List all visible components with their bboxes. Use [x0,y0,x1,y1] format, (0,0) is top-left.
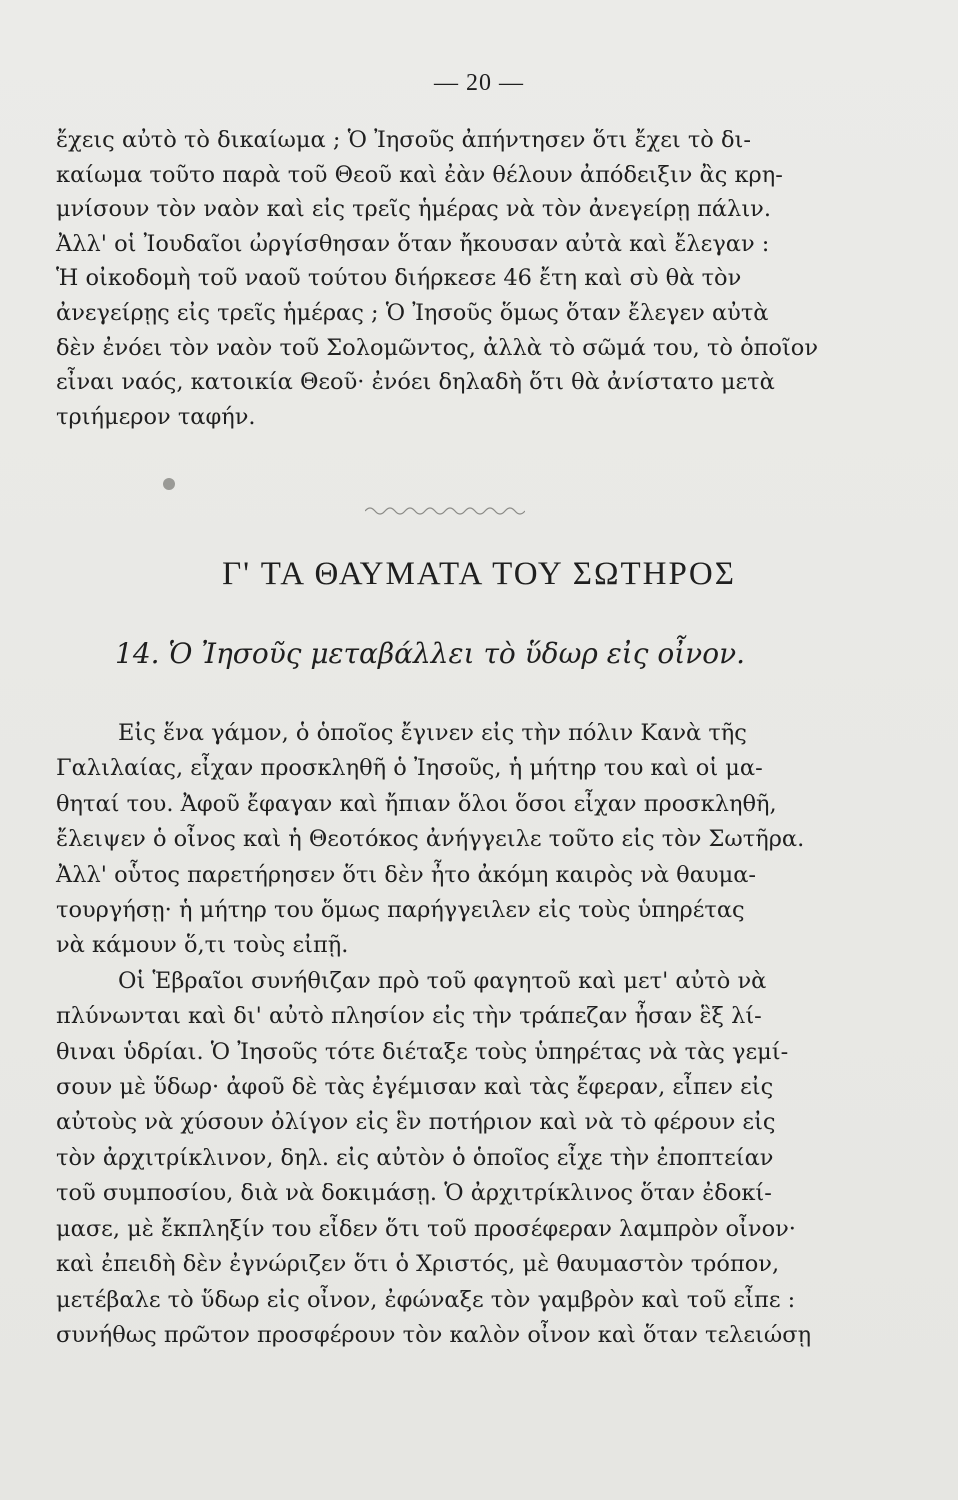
text-line: μνίσουν τὸν ναὸν καὶ εἰς τρεῖς ἡμέρας νὰ τὸν ἀνεγείρῃ πάλιν. [56,196,771,223]
continued-paragraph [56,123,908,434]
chapter-title: Γ' ΤΑ ΘΑΥΜΑΤΑ ΤΟΥ ΣΩΤΗΡΟΣ [222,556,736,592]
text-line: αὐτοὺς νὰ χύσουν ὀλίγον εἰς ἓν ποτήριον καὶ νὰ τὸ φέρουν εἰς [56,1109,776,1136]
text-line: θιναι ὑδρίαι. Ὁ Ἰησοῦς τότε διέταξε τοὺς ὑπηρέτας νὰ τὰς γεμί- [56,1038,789,1065]
text-line: συνήθως πρῶτον προσφέρουν τὸν καλὸν οἶνον καὶ ὅταν τελειώσῃ [56,1321,812,1348]
text-line: καὶ ἐπειδὴ δὲν ἐγνώριζεν ὅτι ὁ Χριστός, μὲ θαυμαστὸν τρόπον, [56,1251,780,1278]
text-line: δὲν ἐνόει τὸν ναὸν τοῦ Σολομῶντος, ἀλλὰ τὸ σῶμά του, τὸ ὁποῖον [56,334,819,361]
text-line: Ἀλλ' οὗτος παρετήρησεν ὅτι δὲν ἦτο ἀκόμη καιρὸς νὰ θαυμα- [56,861,756,888]
text-line: εἶναι ναός, κατοικία Θεοῦ· ἐνόει δηλαδὴ ὅτι θὰ ἀνίστατο μετὰ [56,369,775,396]
text-line: τὸν ἀρχιτρίκλινον, δηλ. εἰς αὐτὸν ὁ ὁποῖος εἶχε τὴν ἐποπτείαν [56,1144,774,1171]
text-line: νὰ κάμουν ὅ,τι τοὺς εἰπῇ. [56,932,349,959]
text-line: Οἱ Ἑβραῖοι συνήθιζαν πρὸ τοῦ φαγητοῦ καὶ μετ' αὐτὸ νὰ [118,967,767,994]
text-line: σουν μὲ ὕδωρ· ἀφοῦ δὲ τὰς ἐγέμισαν καὶ τὰς ἔφεραν, εἶπεν εἰς [56,1074,774,1101]
text-line: μετέβαλε τὸ ὕδωρ εἰς οἶνον, ἐφώναξε τὸν γαμβρὸν καὶ τοῦ εἶπε : [56,1286,796,1313]
text-line: Ἡ οἰκοδομὴ τοῦ ναοῦ τούτου διήρκεσε 46 ἔτη καὶ σὺ θὰ τὸν [56,265,742,292]
wavy-separator [365,505,525,517]
text-line: μασε, μὲ ἔκπληξίν του εἶδεν ὅτι τοῦ προσέφεραν λαμπρὸν οἶνον· [56,1215,796,1242]
text-line: καίωμα τοῦτο παρὰ τοῦ Θεοῦ καὶ ἐὰν θέλουν ἀπόδειξιν ἂς κρη- [56,161,783,188]
text-line: ἀνεγείρῃς εἰς τρεῖς ἡμέρας ; Ὁ Ἰησοῦς ὅμως ὅταν ἔλεγεν αὐτὰ [56,299,769,326]
text-line: τουργήσῃ· ἡ μήτηρ του ὅμως παρήγγειλεν εἰς τοὺς ὑπηρέτας [56,897,745,924]
text-line: Ἀλλ' οἱ Ἰουδαῖοι ὠργίσθησαν ὅταν ἤκουσαν αὐτὰ καὶ ἔλεγαν : [56,230,770,257]
text-line: πλύνωνται καὶ δι' αὐτὸ πλησίον εἰς τὴν τράπεζαν ἦσαν ἓξ λί- [56,1003,762,1030]
ink-spot [163,478,175,490]
text-line: θηταί του. Ἀφοῦ ἔφαγαν καὶ ἤπιαν ὅλοι ὅσοι εἶχαν προσκληθῆ, [56,790,777,817]
text-line: τοῦ συμποσίου, διὰ νὰ δοκιμάσῃ. Ὁ ἀρχιτρίκλινος ὅταν ἐδοκί- [56,1180,772,1207]
text-line: Γαλιλαίας, εἶχαν προσκληθῆ ὁ Ἰησοῦς, ἡ μήτηρ του καὶ οἱ μα- [56,755,763,782]
section-title: 14. Ὁ Ἰησοῦς μεταβάλλει τὸ ὕδωρ εἰς οἶνον. [115,637,745,670]
page-number: — 20 — [434,70,524,96]
text-line: ἔλειψεν ὁ οἶνος καὶ ἡ Θεοτόκος ἀνήγγειλε τοῦτο εἰς τὸν Σωτῆρα. [56,826,805,853]
text-line: ἔχεις αὐτὸ τὸ δικαίωμα ; Ὁ Ἰησοῦς ἀπήντησεν ὅτι ἔχει τὸ δι- [56,127,751,153]
text-line: τριήμερον ταφήν. [56,403,256,430]
main-text [56,716,908,1353]
text-line: Εἰς ἕνα γάμον, ὁ ὁποῖος ἔγινεν εἰς τὴν πόλιν Κανὰ τῆς [118,720,747,746]
